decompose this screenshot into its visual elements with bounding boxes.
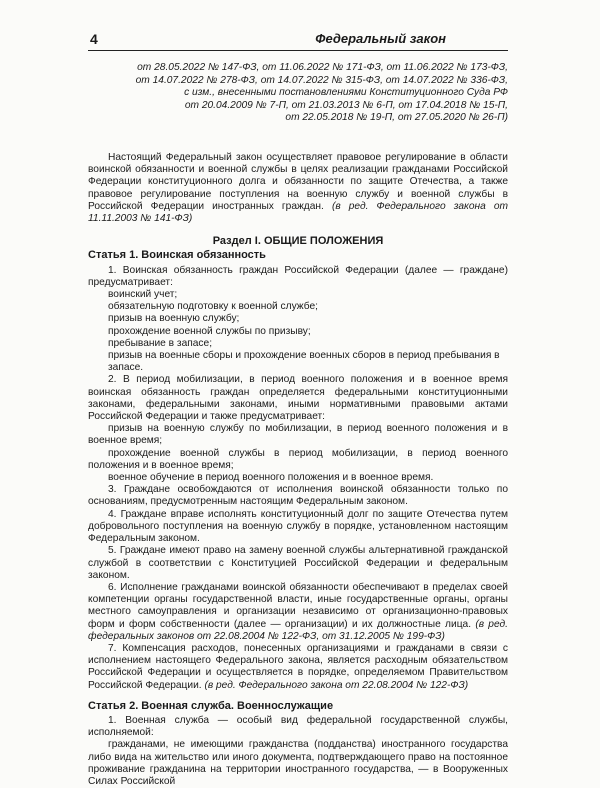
list-item: воинский учет; bbox=[108, 289, 178, 301]
preamble-text: Настоящий Федеральный закон осуществляет правовое регулирование в области воинской обязанности и военной службы в целях реализации гражданами Российской Федерации конституционного долга и обязанности по защите Отечества, а также правовое регулирование поступления на военную службу и военной службы в Российской Федерации иностранных граждан. bbox=[88, 152, 508, 212]
list-item: пребывание в запасе; bbox=[108, 337, 213, 349]
paragraph-text: 7. Компенсация расходов, понесенных организациями и гражданами в связи с исполнением настоящего Федерального закона, является расходным обязательством Российской Федерации и осуществляется в порядке, определяемом Правительством Российской Федерации. bbox=[88, 642, 508, 691]
amendments-list bbox=[120, 62, 508, 125]
article-2-title: Статья 2. Военная служба. Военнослужащие bbox=[88, 699, 334, 712]
amendment-line: от 14.07.2022 № 278-ФЗ, от 14.07.2022 № 315-ФЗ, от 14.07.2022 № 336-ФЗ, bbox=[135, 74, 508, 86]
preamble-edition: (в ред. Федерального закона от 11.11.2003 № 141-ФЗ) bbox=[88, 200, 508, 225]
article-2-paragraph-1: 1. Военная служба — особый вид федеральной государственной службы, исполняемой: bbox=[88, 714, 508, 739]
list-item: призыв на военные сборы и прохождение военных сборов в период пребывания в запасе. bbox=[108, 350, 500, 374]
list-item: военное обучение в период военного положения и в военное время. bbox=[108, 472, 434, 484]
paragraph-edition: (в ред. федеральных законов от 22.08.2004 № 122-ФЗ, от 31.12.2005 № 199-ФЗ) bbox=[88, 618, 508, 642]
article-1-paragraph-1: 1. Воинская обязанность граждан Российской Федерации (далее — граждане) предусматривает: bbox=[88, 264, 508, 288]
paragraph-edition: (в ред. Федерального закона от 22.08.2004 № 122-ФЗ) bbox=[204, 679, 469, 691]
amendment-line: от 28.05.2022 № 147-ФЗ, от 11.06.2022 № 171-ФЗ, от 11.06.2022 № 173-ФЗ, bbox=[137, 62, 508, 73]
running-header bbox=[88, 30, 508, 51]
article-1-title: Статья 1. Воинская обязанность bbox=[88, 249, 266, 262]
paragraph-text: 6. Исполнение гражданами воинской обязанности обеспечивают в пределах своей компетенции органы государственной власти, иные государственные органы, органы местного самоуправления и организации независимо от организационно-правовых форм и форм собственности (далее — организации) и их должностные лица. bbox=[88, 581, 508, 630]
article-1-paragraph-2: 2. В период мобилизации, в период военного положения и в военное время воинская обязанность граждан определяется федеральными конституционными законами, федеральными законами, иными нормативными правовыми актами Российской Федерации и также предусматривает: bbox=[88, 374, 508, 423]
article-1-paragraph-4: 4. Граждане вправе исполнять конституционный долг по защите Отечества путем добровольного поступления на военную службу в порядке, установленном настоящим Федеральным законом. bbox=[88, 508, 508, 545]
article-1-paragraph-7 bbox=[88, 643, 508, 692]
article-1-paragraph-5: 5. Граждане имеют право на замену военной службы альтернативной гражданской службой в соответствии с Конституцией Российской Федерации и федеральным законом. bbox=[88, 545, 508, 581]
amendment-line: от 22.05.2018 № 19-П, от 27.05.2020 № 26-П) bbox=[285, 112, 508, 124]
amendment-line: от 20.04.2009 № 7-П, от 21.03.2013 № 6-П, от 17.04.2018 № 15-П, bbox=[184, 99, 508, 111]
article-1-list-1 bbox=[88, 289, 508, 374]
list-item: призыв на военную службу по мобилизации, в период военного положения и в военное время; bbox=[88, 423, 508, 447]
article-1-paragraph-6 bbox=[88, 582, 508, 643]
list-item: призыв на военную службу; bbox=[108, 313, 240, 325]
running-title: Федеральный закон bbox=[315, 31, 446, 46]
section-title: Раздел I. ОБЩИЕ ПОЛОЖЕНИЯ bbox=[212, 235, 384, 248]
page-number: 4 bbox=[90, 31, 98, 47]
amendment-line: с изм., внесенными постановлениями Конституционного Суда РФ bbox=[184, 87, 508, 99]
document-body bbox=[88, 152, 508, 788]
article-2-paragraph-1-continued: гражданами, не имеющими гражданства (подданства) иностранного государства либо вида на жительство или иного документа, подтверждающего право на постоянное проживание гражданина на территории иностранного государства, — в Вооруженных Силах Российской bbox=[88, 739, 508, 787]
list-item: прохождение военной службы в период мобилизации, в период военного положения и в военное время; bbox=[88, 447, 508, 471]
list-item: обязательную подготовку к военной службе; bbox=[108, 301, 318, 313]
preamble bbox=[88, 152, 508, 225]
article-1-paragraph-3: 3. Граждане освобождаются от исполнения воинской обязанности только по основаниям, предусмотренным настоящим Федеральным законом. bbox=[88, 484, 508, 508]
list-item: прохождение военной службы по призыву; bbox=[108, 325, 311, 337]
